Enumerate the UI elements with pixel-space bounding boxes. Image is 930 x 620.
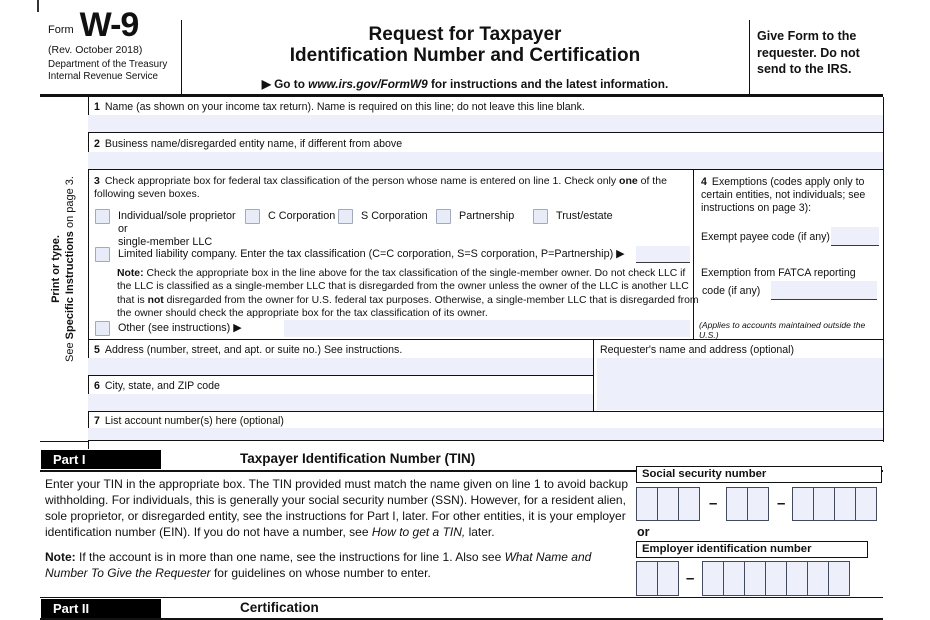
page-edge-line [37, 0, 39, 12]
business-name-input[interactable] [88, 152, 883, 169]
tin-cell[interactable] [786, 561, 808, 596]
checkbox-item-s-corp [338, 209, 428, 224]
tin-cell[interactable] [855, 487, 877, 521]
llc-checkbox[interactable] [95, 247, 110, 262]
llc-note: Note: Check the appropriate box in the line above for the tax classification of the single-member owner. Do not check LLC if the LLC is classified as a single-member LLC that is disregarded from the owner unless the owner of the LLC is another LLC that is not disregarded from the owner for U.S. federal tax purposes. Otherwise, a single-member LLC that is disregarded from the owner should check the appropriate box for the tax classification of its owner. [117, 268, 699, 320]
partnership-label: Partnership [459, 210, 515, 222]
row-name [88, 97, 883, 133]
tin-cell[interactable] [636, 487, 658, 521]
s-corporation-checkbox[interactable] [338, 209, 353, 224]
name-input[interactable] [88, 115, 883, 132]
part2-bar [40, 597, 883, 620]
trust-estate-checkbox[interactable] [533, 209, 548, 224]
part1-instructions [45, 477, 637, 581]
checkbox-item-c-corp [245, 209, 335, 224]
address-input[interactable] [88, 358, 593, 375]
exempt-payee-input[interactable] [831, 227, 879, 246]
ssn-label-box: Social security number [636, 466, 882, 483]
name-label: 1 Name (as shown on your income tax return). Name is required on this line; do not leave this line blank. [94, 101, 585, 113]
business-name-label: 2 Business name/disregarded entity name, if different from above [94, 138, 403, 150]
address-label: 5 Address (number, street, and apt. or suite no.) See instructions. [94, 344, 403, 356]
row-tax-classification [88, 170, 699, 340]
goto-url: www.irs.gov/FormW9 [308, 77, 428, 91]
checkbox-item-trust-estate [533, 209, 613, 224]
ssn-dash-1: – [709, 495, 718, 512]
requester-box [593, 340, 883, 412]
form-agency: Internal Revenue Service [48, 70, 159, 82]
tin-cell[interactable] [765, 561, 787, 596]
header-divider-right [749, 20, 750, 94]
part1-paragraph1: Enter your TIN in the appropriate box. The TIN provided must match the name given on line 1 to avoid backup withholding. For individuals, this is generally your social security number (SSN). However, for a resident alien, sole proprietor, or disregarded entity, see the instructions for Part I, later. For other entities, it is your employer identification number (EIN). If you do not have a number, see How to get a TIN, later. [45, 477, 628, 539]
c-corporation-checkbox[interactable] [245, 209, 260, 224]
or-label: or [637, 525, 650, 539]
give-form-note: Give Form to the requester. Do not send to the IRS. [757, 29, 860, 76]
goto-instructions [182, 77, 748, 91]
form-right-border [883, 97, 884, 442]
tin-cell[interactable] [834, 487, 856, 521]
other-input[interactable] [284, 320, 690, 337]
exempt-payee-label: Exempt payee code (if any) [701, 231, 830, 243]
part1-note: Note: If the account is in more than one name, see the instructions for line 1. Also see What Name and Number To Give the Requester for guidelines on whose number to enter. [45, 549, 592, 580]
checkbox-item-other [95, 321, 242, 336]
tin-area [636, 466, 883, 598]
sidebar-bottom-line [40, 441, 88, 442]
other-label: Other (see instructions) ▶ [118, 322, 242, 334]
llc-label: Limited liability company. Enter the tax classification (C=C corporation, S=S corporation, P=Partnership) ▶ [118, 248, 625, 260]
city-state-zip-input[interactable] [88, 394, 593, 411]
ein-dash: – [686, 570, 695, 587]
requester-label: Requester's name and address (optional) [600, 344, 794, 356]
partnership-checkbox[interactable] [436, 209, 451, 224]
part2-label: Part II [41, 599, 161, 618]
c-corporation-label: C Corporation [268, 210, 336, 222]
tin-cell[interactable] [702, 561, 724, 596]
sidebar-rotated-text [49, 96, 79, 442]
row-account-numbers [88, 412, 883, 441]
exemptions-label: 4 Exemptions (codes apply only to certain entities, not individuals; see instructions on page 3): [701, 176, 866, 214]
other-checkbox[interactable] [95, 321, 110, 336]
form-header [40, 0, 883, 97]
part2-title: Certification [240, 600, 319, 615]
fatca-label-line1: Exemption from FATCA reporting [701, 267, 856, 279]
ein-group-1 [636, 561, 679, 596]
checkbox-item-llc [95, 247, 625, 262]
tin-cell[interactable] [813, 487, 835, 521]
form-word: Form [48, 24, 74, 36]
sidebar-line1: Print or type. [50, 235, 62, 303]
individual-checkbox[interactable] [95, 209, 110, 224]
city-state-zip-label: 6 City, state, and ZIP code [94, 380, 220, 392]
ein-group-2 [702, 561, 850, 596]
form-id-block [48, 6, 180, 82]
s-corporation-label: S Corporation [361, 210, 428, 222]
form-revision: (Rev. October 2018) [48, 44, 143, 56]
ssn-dash-2: – [777, 495, 786, 512]
form-title-line1: Request for Taxpayer [368, 24, 562, 45]
ein-label-box: Employer identification number [636, 541, 868, 558]
tin-cell[interactable] [807, 561, 829, 596]
row-city-state-zip [88, 376, 593, 412]
form-title-block [182, 0, 748, 91]
row-business-name [88, 133, 883, 170]
part1-label: Part I [41, 450, 161, 469]
tin-cell[interactable] [657, 561, 679, 596]
exemptions-box [693, 170, 883, 340]
ssn-group-2 [726, 487, 769, 521]
sidebar-line2: See Specific Instructions on page 3. [64, 176, 76, 362]
fatca-code-input[interactable] [771, 281, 877, 300]
llc-classification-input[interactable] [636, 246, 690, 263]
tin-cell[interactable] [657, 487, 679, 521]
form-number: W-9 [79, 6, 139, 44]
goto-arrow-pre: ▶ Go to [261, 77, 309, 91]
tax-classification-label: 3 Check appropriate box for federal tax classification of the person whose name is entered on line 1. Check only one of the following seven boxes. [94, 175, 667, 200]
individual-label: Individual/sole proprietor or single-member LLC [118, 210, 236, 248]
account-numbers-input[interactable] [88, 428, 883, 440]
applies-note: (Applies to accounts maintained outside the U.S.) [699, 320, 866, 340]
fatca-label-line2: code (if any) [702, 285, 761, 297]
tin-cell[interactable] [744, 561, 766, 596]
tin-cell[interactable] [792, 487, 814, 521]
checkbox-item-partnership [436, 209, 514, 224]
part1-title: Taxpayer Identification Number (TIN) [240, 451, 476, 466]
checkbox-item-individual [95, 209, 245, 249]
tin-cell[interactable] [723, 561, 745, 596]
tin-cell[interactable] [678, 487, 700, 521]
form-dept: Department of the Treasury [48, 59, 168, 70]
tin-cell[interactable] [636, 561, 658, 596]
requester-input[interactable] [597, 358, 883, 410]
account-numbers-label: 7 List account number(s) here (optional) [94, 415, 284, 427]
trust-estate-label: Trust/estate [556, 210, 613, 222]
form-title-line2: Identification Number and Certification [289, 45, 641, 66]
tin-cell[interactable] [726, 487, 748, 521]
ssn-group-3 [792, 487, 877, 521]
row-address [88, 340, 593, 376]
ssn-group-1 [636, 487, 700, 521]
goto-post: for instructions and the latest information. [427, 77, 669, 91]
tin-cell[interactable] [828, 561, 850, 596]
tin-cell[interactable] [747, 487, 769, 521]
print-or-type-sidebar [40, 97, 89, 449]
